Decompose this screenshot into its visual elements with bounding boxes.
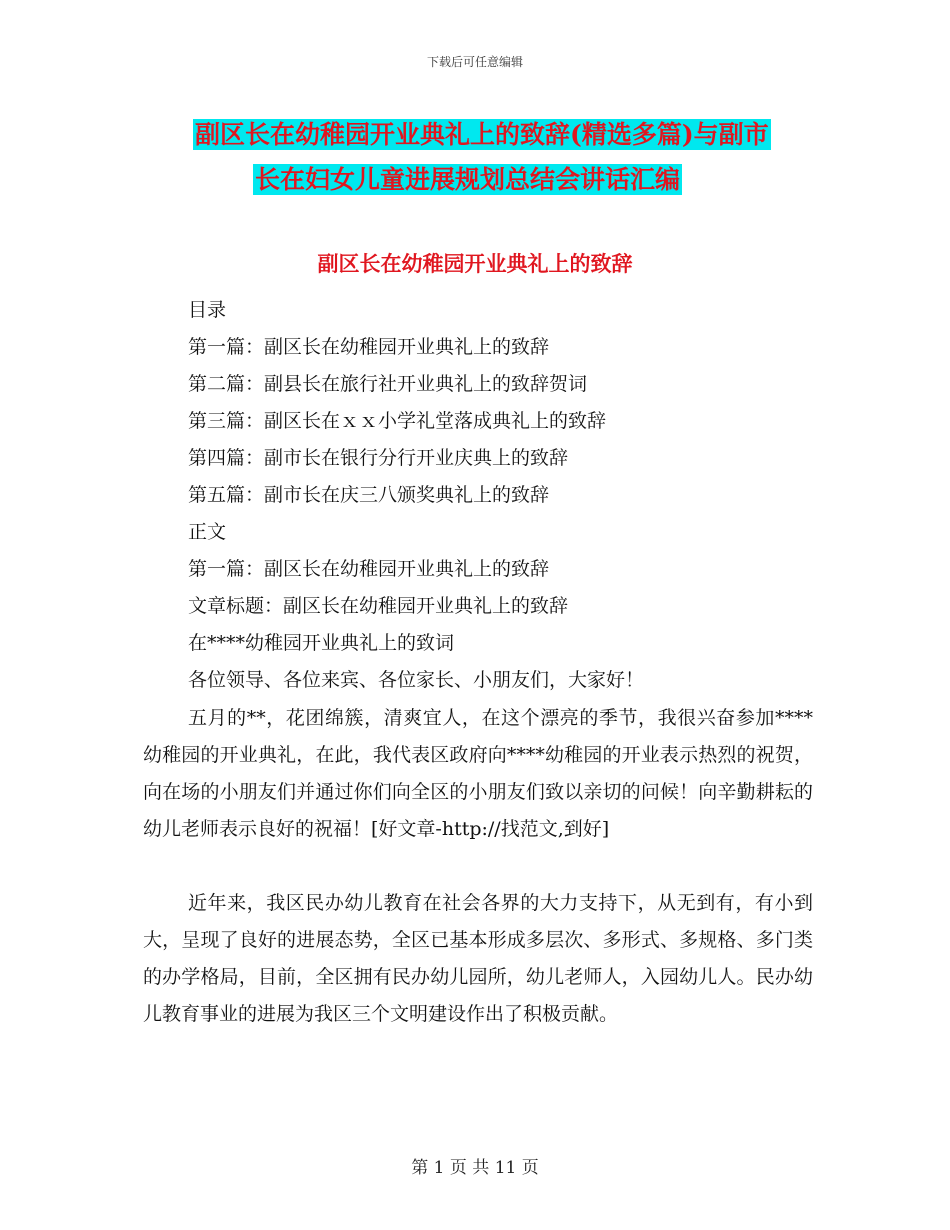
speech-title: 在****幼稚园开业典礼上的致词 (188, 632, 455, 654)
article-title-line: 文章标题：副区长在幼稚园开业典礼上的致辞 (188, 595, 569, 617)
page-header-note: 下载后可任意编辑 (426, 55, 523, 69)
toc-item: 第五篇：副市长在庆三八颁奖典礼上的致辞 (188, 484, 550, 506)
toc-heading: 目录 (188, 299, 227, 321)
table-of-contents (188, 292, 644, 699)
title-line-1 (193, 112, 813, 157)
toc-item: 第一篇：副区长在幼稚园开业典礼上的致辞 (188, 336, 550, 358)
title-line-2 (253, 157, 813, 202)
title-line-1-text: 副区长在幼稚园开业典礼上的致辞(精选多篇)与副市 (195, 120, 769, 149)
article-first-heading: 第一篇：副区长在幼稚园开业典礼上的致辞 (188, 558, 550, 580)
title-line-2-text: 长在妇女儿童进展规划总结会讲话汇编 (255, 165, 681, 194)
body-section-heading: 正文 (188, 521, 227, 543)
page-footer-number: 第 1 页 共 11 页 (411, 1158, 539, 1178)
body-paragraph-2: 近年来，我区民办幼儿教育在社会各界的大力支持下，从无到有，有小到大，呈现了良好的进展态势，全区已基本形成多层次、多形式、多规格、多门类的办学格局，目前，全区拥有民办幼儿园所，幼儿老师人，入园幼儿人。民办幼儿教育事业的进展为我区三个文明建设作出了积极贡献。 (143, 892, 813, 1025)
toc-item: 第三篇：副区长在ｘｘ小学礼堂落成典礼上的致辞 (188, 410, 607, 432)
greeting-line: 各位领导、各位来宾、各位家长、小朋友们，大家好！ (188, 669, 645, 691)
toc-item: 第二篇：副县长在旅行社开业典礼上的致辞贺词 (188, 373, 588, 395)
section-subtitle: 副区长在幼稚园开业典礼上的致辞 (317, 251, 633, 276)
toc-item: 第四篇：副市长在银行分行开业庆典上的致辞 (188, 447, 569, 469)
body-paragraph-1: 五月的**，花团绵簇，清爽宜人，在这个漂亮的季节，我很兴奋参加****幼稚园的开业典礼，在此，我代表区政府向****幼稚园的开业表示热烈的祝贺，向在场的小朋友们并通过你们向全区的小朋友们致以亲切的问候！向辛勤耕耘的幼儿老师表示良好的祝福！[好文章-http://找范文,到好] (143, 707, 813, 840)
document-title (193, 112, 813, 202)
